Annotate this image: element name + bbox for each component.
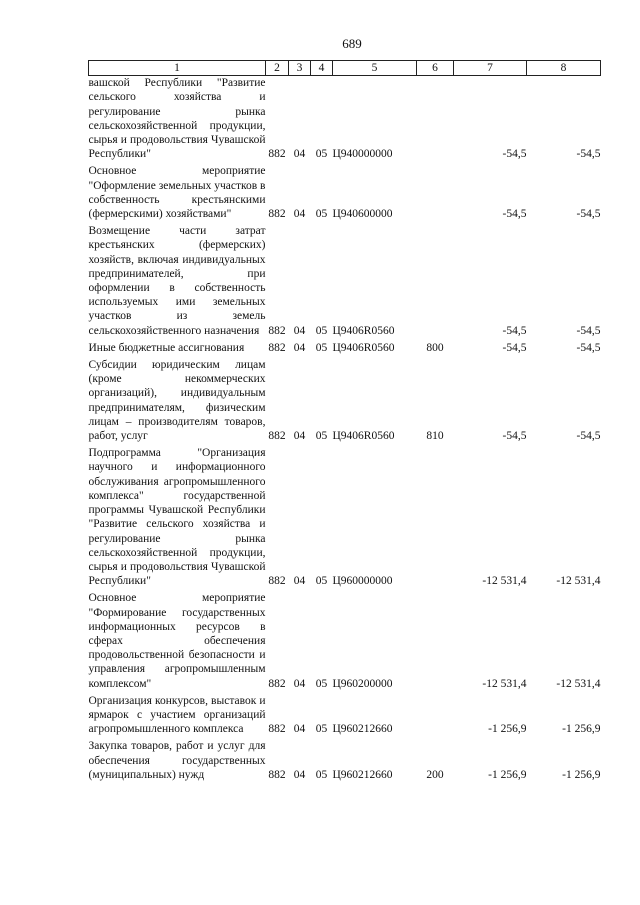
- section-code: 04: [293, 324, 306, 337]
- table-row: [89, 739, 601, 785]
- target-article-code: Ц960000000: [332, 575, 393, 588]
- subsection-code: 05: [315, 341, 328, 354]
- section-code: 04: [293, 148, 306, 161]
- column-header: 8: [527, 61, 601, 76]
- table-row: [89, 694, 601, 740]
- amount-year-1: -1 256,9: [488, 768, 527, 781]
- amount-year-1: -54,5: [502, 341, 527, 354]
- row-description: Основное мероприятие "Оформление земельных участков в собственность крестьянскими (фермерскими) хозяйствами": [88, 165, 266, 221]
- subsection-code: 05: [315, 723, 328, 736]
- amount-year-1: -12 531,4: [482, 575, 527, 588]
- row-description: Подпрограмма "Организация научного и информационного обслуживания агропромышленного комплекса" государственной программы Чувашской Республики "Развитие сельского хозяйства и регулирование рынка сельскохозяйственной продукции, сырья и продовольствия Чувашской Республики": [88, 447, 266, 588]
- subsection-code: 05: [315, 677, 328, 690]
- amount-year-1: -1 256,9: [488, 723, 527, 736]
- target-article-code: Ц960200000: [332, 677, 393, 690]
- amount-year-1: -12 531,4: [482, 677, 527, 690]
- section-code: 04: [293, 208, 306, 221]
- amount-year-1: -54,5: [502, 148, 527, 161]
- ministry-code: 882: [268, 768, 286, 781]
- column-header: 4: [311, 61, 333, 76]
- expense-type-code: [417, 164, 454, 224]
- subsection-code: 05: [315, 575, 328, 588]
- header-row: [89, 61, 601, 76]
- table-row: [89, 446, 601, 591]
- ministry-code: 882: [268, 148, 286, 161]
- column-header: 7: [454, 61, 527, 76]
- amount-year-2: -12 531,4: [556, 677, 601, 690]
- ministry-code: 882: [268, 677, 286, 690]
- table-row: [89, 341, 601, 358]
- column-header: 1: [89, 61, 266, 76]
- target-article-code: Ц9406R0560: [332, 430, 395, 443]
- row-description: вашской Республики "Развитие сельского хозяйства и регулирование рынка сельскохозяйственной продукции, сырья и продовольствия Чувашской Республики": [88, 77, 266, 161]
- expense-type-code: [417, 224, 454, 341]
- section-code: 04: [293, 768, 306, 781]
- ministry-code: 882: [268, 341, 286, 354]
- section-code: 04: [293, 677, 306, 690]
- subsection-code: 05: [315, 324, 328, 337]
- section-code: 04: [293, 575, 306, 588]
- amount-year-2: -54,5: [576, 324, 601, 337]
- column-header: 5: [333, 61, 417, 76]
- table-row: [89, 224, 601, 341]
- row-description: Возмещение части затрат крестьянских (фермерских) хозяйств, включая индивидуальных предпринимателей, при оформлении в собственность используемых ими земельных участков из земель сельскохозяйственного назначения: [88, 225, 266, 337]
- section-code: 04: [293, 341, 306, 354]
- target-article-code: Ц940000000: [332, 148, 393, 161]
- target-article-code: Ц960212660: [332, 768, 393, 781]
- target-article-code: Ц9406R0560: [332, 324, 395, 337]
- section-code: 04: [293, 723, 306, 736]
- expense-type-code: 200: [426, 768, 444, 781]
- table-row: [89, 591, 601, 693]
- row-description: Организация конкурсов, выставок и ярмарок с участием организаций агропромышленного комплекса: [88, 694, 266, 736]
- amount-year-2: -1 256,9: [562, 768, 601, 781]
- row-description: Закупка товаров, работ и услуг для обеспечения государственных (муниципальных) нужд: [88, 740, 266, 781]
- amount-year-2: -54,5: [576, 148, 601, 161]
- amount-year-2: -12 531,4: [556, 575, 601, 588]
- subsection-code: 05: [315, 148, 328, 161]
- subsection-code: 05: [315, 208, 328, 221]
- amount-year-1: -54,5: [502, 430, 527, 443]
- ministry-code: 882: [268, 324, 286, 337]
- target-article-code: Ц940600000: [332, 208, 393, 221]
- row-description: Иные бюджетные ассигнования: [88, 341, 245, 354]
- target-article-code: Ц960212660: [332, 723, 393, 736]
- budget-table: [88, 60, 601, 785]
- target-article-code: Ц9406R0560: [332, 341, 395, 354]
- expense-type-code: [417, 446, 454, 591]
- page-number: 689: [342, 36, 362, 51]
- expense-type-code: 810: [426, 430, 444, 443]
- expense-type-code: [417, 591, 454, 693]
- amount-year-2: -1 256,9: [562, 723, 601, 736]
- subsection-code: 05: [315, 768, 328, 781]
- amount-year-2: -54,5: [576, 430, 601, 443]
- amount-year-2: -54,5: [576, 341, 601, 354]
- column-header: 6: [417, 61, 454, 76]
- row-description: Субсидии юридическим лицам (кроме некоммерческих организаций), индивидуальным предпринимателям, физическим лицам – производителям товаров, работ, услуг: [88, 359, 266, 443]
- expense-type-code: 800: [426, 341, 444, 354]
- amount-year-1: -54,5: [502, 208, 527, 221]
- expense-type-code: [417, 76, 454, 165]
- column-header: 3: [289, 61, 311, 76]
- amount-year-2: -54,5: [576, 208, 601, 221]
- table-row: [89, 358, 601, 446]
- table-row: [89, 76, 601, 165]
- subsection-code: 05: [315, 430, 328, 443]
- ministry-code: 882: [268, 208, 286, 221]
- ministry-code: 882: [268, 723, 286, 736]
- table-row: [89, 164, 601, 224]
- expense-type-code: [417, 694, 454, 740]
- column-header: 2: [266, 61, 289, 76]
- row-description: Основное мероприятие "Формирование государственных информационных ресурсов в сферах обеспечения продовольственной безопасности и управления агропромышленным комплексом": [88, 592, 266, 690]
- ministry-code: 882: [268, 575, 286, 588]
- section-code: 04: [293, 430, 306, 443]
- amount-year-1: -54,5: [502, 324, 527, 337]
- ministry-code: 882: [268, 430, 286, 443]
